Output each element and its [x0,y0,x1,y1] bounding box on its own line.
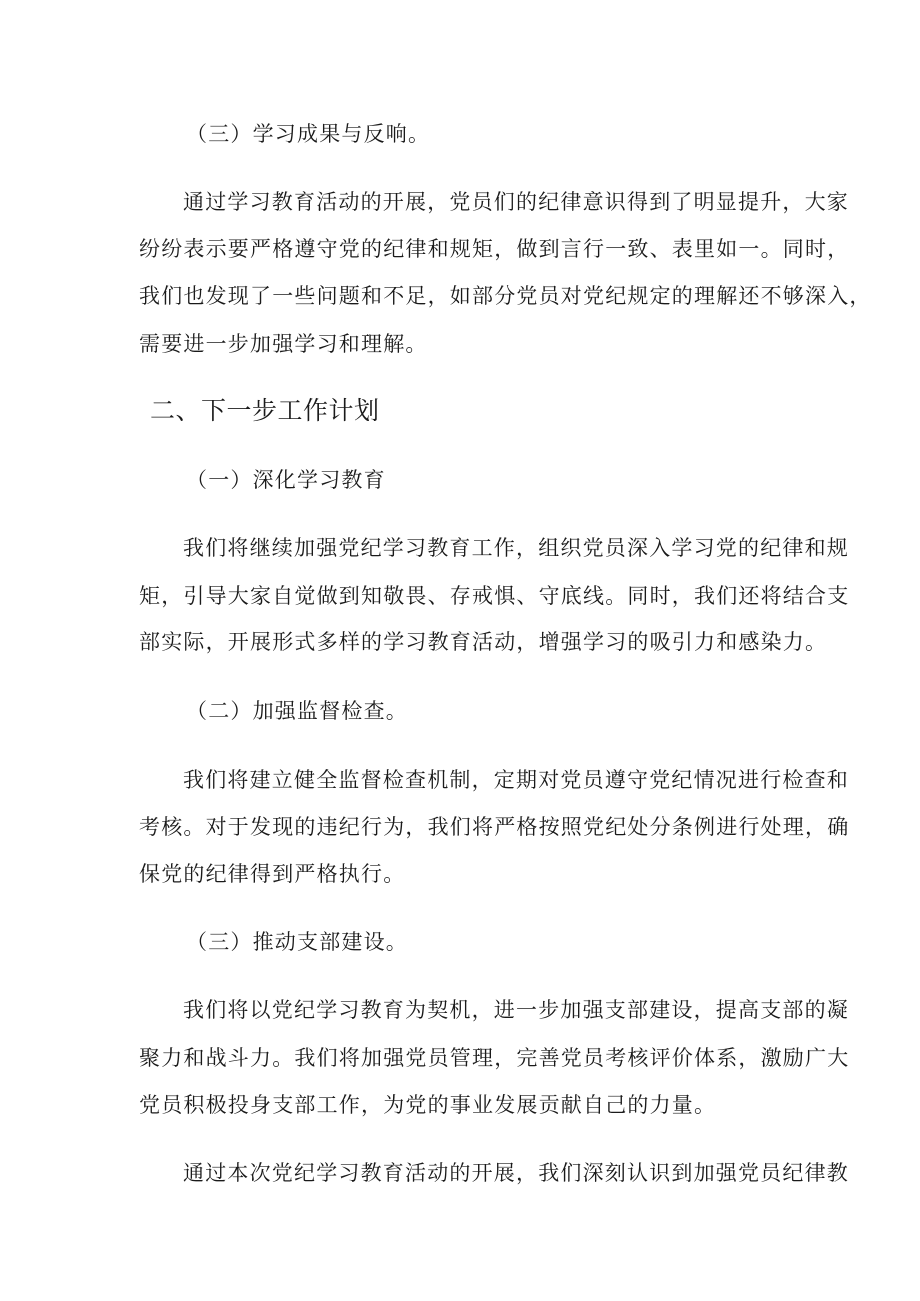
plan-2-para-line-1: 我们将建立健全监督检查机制，定期对党员遵守党纪情况进行检查和 [183,768,849,792]
section-3-title: （三）学习成果与反响。 [186,122,431,146]
section-3-para-line-4: 需要进一步加强学习和理解。 [139,332,428,356]
section-3-para-line-3: 我们也发现了一些问题和不足，如部分党员对党纪规定的理解还不够深入， [139,284,872,308]
plan-1-para-line-3: 部实际，开展形式多样的学习教育活动，增强学习的吸引力和感染力。 [139,630,828,654]
plan-3-para-line-3: 党员积极投身支部工作，为党的事业发展贡献自己的力量。 [139,1093,717,1117]
plan-2-para-line-3: 保党的纪律得到严格执行。 [139,862,406,886]
plan-3-para-line-1: 我们将以党纪学习教育为契机，进一步加强支部建设，提高支部的凝 [183,998,849,1022]
plan-3-para-line-2: 聚力和战斗力。我们将加强党员管理，完善党员考核评价体系，激励广大 [139,1046,850,1070]
plan-2-title: （二）加强监督检查。 [186,699,408,723]
plan-1-title: （一）深化学习教育 [186,468,386,492]
heading-next-steps: 二、下一步工作计划 [150,396,380,425]
plan-1-para-line-2: 矩，引导大家自觉做到知敬畏、存戒惧、守底线。同时，我们还将结合支 [139,584,850,608]
section-3-para-line-2: 纷纷表示要严格遵守党的纪律和规矩，做到言行一致、表里如一。同时， [139,237,850,261]
plan-2-para-line-2: 考核。对于发现的违纪行为，我们将严格按照党纪处分条例进行处理，确 [139,815,850,839]
section-3-para-line-1: 通过学习教育活动的开展，党员们的纪律意识得到了明显提升，大家 [183,190,849,214]
plan-1-para-line-1: 我们将继续加强党纪学习教育工作，组织党员深入学习党的纪律和规 [183,536,849,560]
plan-3-title: （三）推动支部建设。 [186,930,408,954]
closing-para-line-1: 通过本次党纪学习教育活动的开展，我们深刻认识到加强党员纪律教 [183,1161,849,1185]
